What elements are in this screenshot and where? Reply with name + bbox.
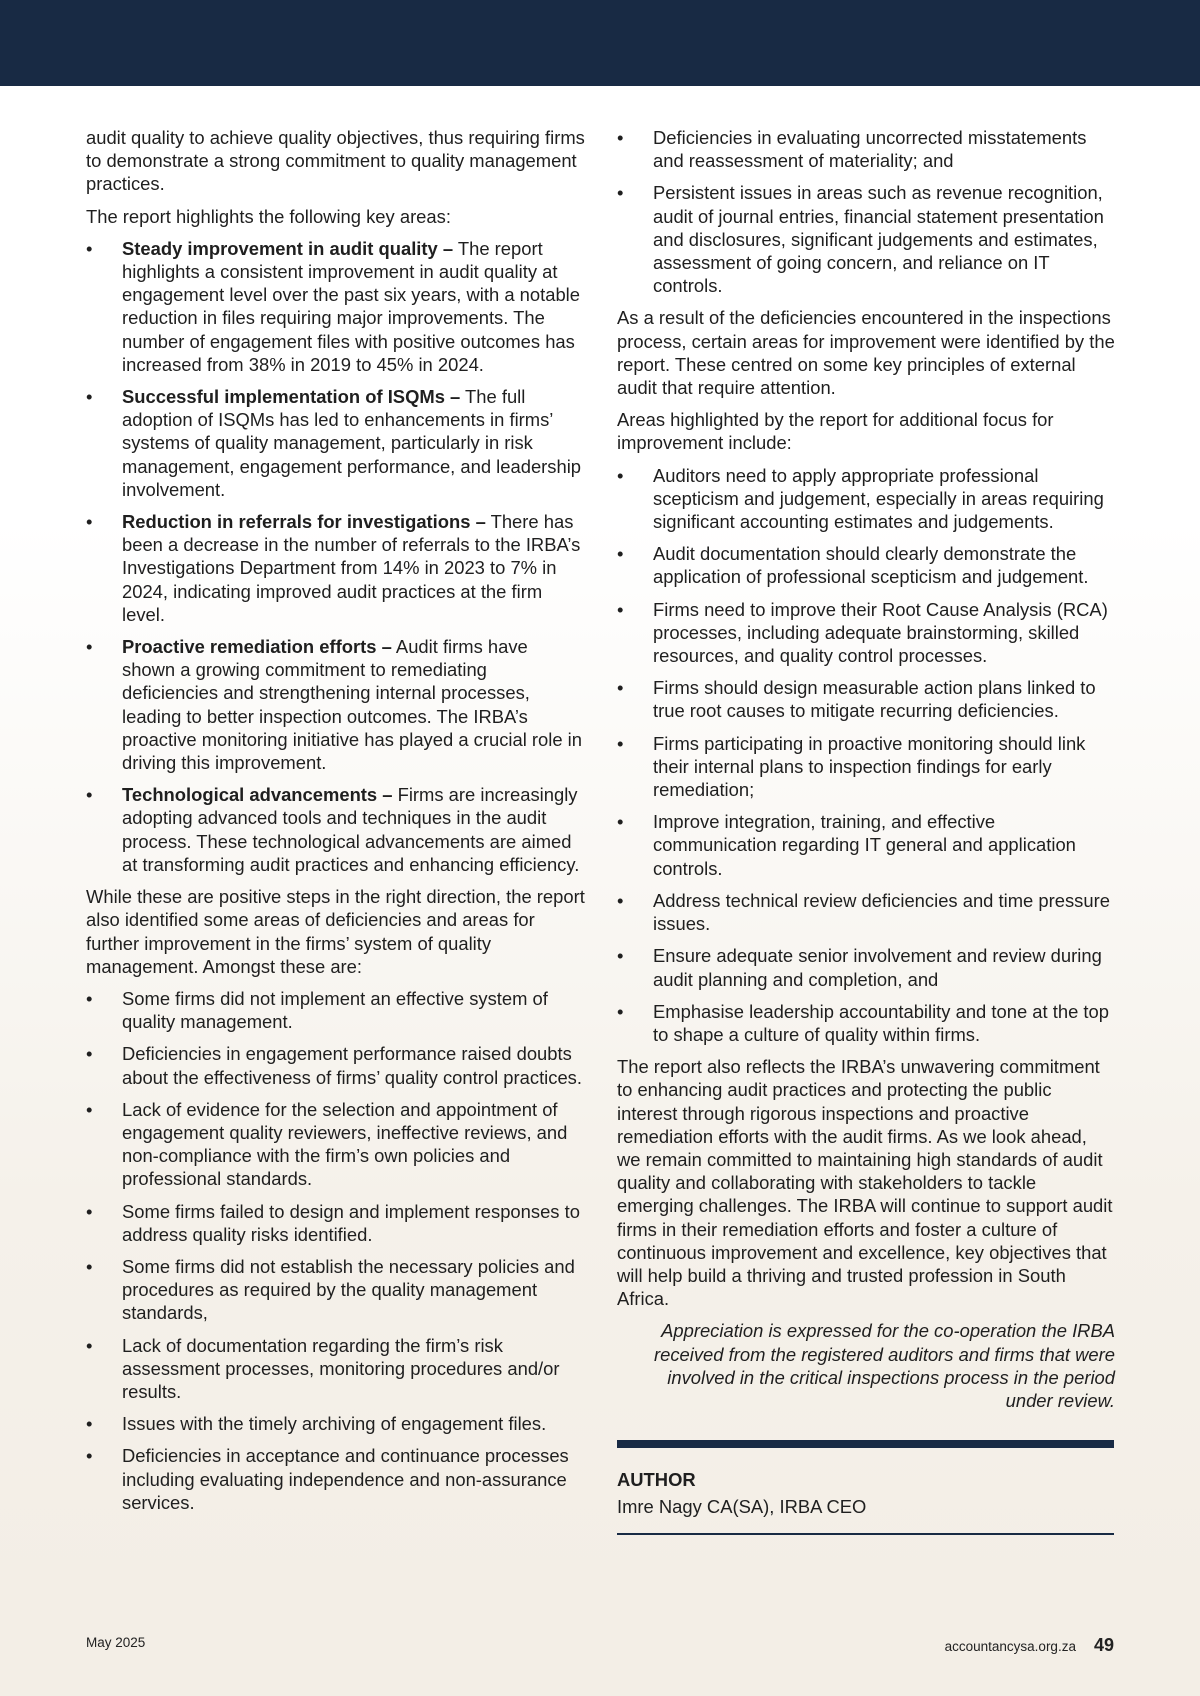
header-band (0, 0, 1200, 86)
list-item (617, 464, 1115, 534)
key-area-title: Reduction in referrals for investigations – (122, 511, 486, 533)
list-item (617, 944, 1115, 990)
list-item (86, 635, 586, 774)
footer-date: May 2025 (86, 1635, 146, 1650)
list-item (86, 987, 586, 1033)
deficiency-text: Issues with the timely archiving of engagement files. (122, 1413, 547, 1435)
key-area-title: Successful implementation of ISQMs – (122, 386, 461, 408)
list-item (86, 385, 586, 501)
focus-area-text: Firms need to improve their Root Cause Analysis (RCA) processes, including adequate brainstorming, skilled resources, and quality control processes. (653, 598, 1108, 667)
highlights-lead: The report highlights the following key areas: (86, 205, 451, 227)
deficiency-text: Deficiencies in engagement performance raised doubts about the effectiveness of firms’ quality control practices. (122, 1043, 582, 1088)
key-area-title: Technological advancements – (122, 784, 393, 806)
bullet: • (86, 1200, 93, 1222)
focus-area-text: Auditors need to apply appropriate professional scepticism and judgement, especially in areas requiring significant accounting estimates and judgements. (653, 464, 1104, 533)
list-item (86, 1042, 586, 1088)
deficiency-text: Some firms failed to design and implement responses to address quality risks identified. (122, 1200, 580, 1245)
list-item (86, 510, 586, 626)
focus-area-text: Audit documentation should clearly demonstrate the application of professional scepticism and judgement. (653, 543, 1089, 588)
list-item (617, 1000, 1115, 1046)
list-item (86, 1098, 586, 1191)
deficiency-text: Some firms did not establish the necessary policies and procedures as required by the quality management standards, (122, 1255, 575, 1324)
bullet: • (617, 127, 624, 148)
key-area-text: The report highlights a consistent improvement in audit quality at engagement level over the past six years, with a notable reduction in files requiring major improvements. The number of engagement files with positive outcomes has increased from 38% in 2019 to 45% in 2024. (122, 237, 580, 375)
deficiencies-list (86, 987, 586, 1514)
deficiency-text: Deficiencies in evaluating uncorrected misstatements and reassessment of materiality; and (653, 127, 1087, 172)
bullet: • (86, 1043, 93, 1065)
key-area-text: Firms are increasingly adopting advanced tools and techniques in the audit process. These technological advancements are aimed at transforming audit practices and enhancing efficiency. (122, 784, 580, 875)
result-paragraph: As a result of the deficiencies encountered in the inspections process, certain areas for improvement were identified by the report. These centred on some key principles of external audit that require attention. (617, 307, 1115, 399)
bullet: • (86, 1255, 93, 1277)
list-item (86, 1334, 586, 1404)
author-label: AUTHOR (617, 1469, 696, 1491)
bullet: • (617, 182, 624, 204)
bullet: • (617, 811, 624, 833)
focus-area-text: Ensure adequate senior involvement and review during audit planning and completion, and (653, 945, 1102, 990)
list-item (86, 1412, 586, 1435)
author-name: Imre Nagy CA(SA), IRBA CEO (617, 1496, 867, 1518)
key-areas-list (86, 237, 586, 876)
deficiency-text: Persistent issues in areas such as revenue recognition, audit of journal entries, financial statement presentation and disclosures, significant judgements and estimates, assessment of going concern, and reliance on IT controls. (653, 182, 1104, 297)
bullet: • (617, 1000, 624, 1022)
bullet: • (86, 1445, 93, 1467)
list-item (86, 783, 586, 876)
bullet: • (86, 1413, 93, 1435)
deficiency-text: Some firms did not implement an effective system of quality management. (122, 987, 548, 1033)
appreciation-note: Appreciation is expressed for the co-operation the IRBA received from the registered auditors and firms that were involved in the critical inspections process in the period under review. (654, 1320, 1115, 1411)
left-column (86, 126, 586, 1523)
list-item (86, 237, 586, 376)
deficiency-text: Deficiencies in acceptance and continuance processes including evaluating independence and non-assurance services. (122, 1445, 569, 1513)
bullet: • (617, 889, 624, 911)
list-item (617, 676, 1115, 722)
deficiency-text: Lack of evidence for the selection and appointment of engagement quality reviewers, ineffective reviews, and non-compliance with the firm’s own policies and professional standards. (122, 1098, 568, 1190)
focus-area-text: Address technical review deficiencies and time pressure issues. (653, 889, 1110, 935)
key-area-text: The full adoption of ISQMs has led to enhancements in firms’ systems of quality management, particularly in risk management, engagement performance, and leadership involvement. (122, 386, 582, 500)
bullet: • (86, 1334, 93, 1356)
list-item (617, 810, 1115, 880)
footer-site-link[interactable]: accountancysa.org.za (944, 1639, 1076, 1654)
right-column (617, 126, 1115, 1535)
bullet: • (86, 386, 93, 408)
intro-paragraph: audit quality to achieve quality objectives, thus requiring firms to demonstrate a strong commitment to quality management practices. (86, 127, 585, 195)
bullet: • (617, 598, 624, 620)
focus-area-text: Emphasise leadership accountability and tone at the top to shape a culture of quality within firms. (653, 1000, 1109, 1045)
bullet: • (86, 237, 93, 259)
bullet: • (86, 784, 93, 806)
key-area-text: Audit firms have shown a growing commitment to remediating deficiencies and strengthening internal processes, leading to better inspection outcomes. The IRBA’s proactive monitoring initiative has played a crucial role in driving this improvement. (122, 636, 582, 774)
key-area-title: Steady improvement in audit quality – (122, 237, 454, 259)
list-item (617, 732, 1115, 802)
deficiencies-list-continued (617, 126, 1115, 297)
author-divider-top (617, 1440, 1114, 1448)
list-item (617, 542, 1115, 588)
page-number: 49 (1093, 1635, 1114, 1655)
bullet: • (86, 511, 93, 533)
key-area-title: Proactive remediation efforts – (122, 636, 392, 658)
bullet: • (86, 636, 93, 658)
bullet: • (86, 1098, 93, 1120)
bullet: • (617, 464, 624, 486)
list-item (617, 889, 1115, 935)
list-item (86, 1255, 586, 1325)
deficiencies-lead: While these are positive steps in the right direction, the report also identified some areas of deficiencies and areas for further improvement in the firms’ system of quality management. Amongst these are: (86, 886, 585, 977)
key-area-text: There has been a decrease in the number of referrals to the IRBA’s Investigations Department from 14% in 2023 to 7% in 2024, indicating improved audit practices at the firm level. (122, 511, 581, 625)
author-divider-bottom (617, 1533, 1114, 1535)
deficiency-text: Lack of documentation regarding the firm’s risk assessment processes, monitoring procedures and/or results. (122, 1334, 560, 1402)
list-item (617, 598, 1115, 668)
bullet: • (617, 543, 624, 565)
list-item (86, 1200, 586, 1246)
focus-area-text: Improve integration, training, and effective communication regarding IT general and application controls. (653, 811, 1076, 879)
list-item (617, 181, 1115, 297)
focus-area-text: Firms should design measurable action plans linked to true root causes to mitigate recurring deficiencies. (653, 677, 1096, 722)
list-item (617, 126, 1115, 172)
focus-lead: Areas highlighted by the report for additional focus for improvement include: (617, 409, 1054, 454)
list-item (86, 1444, 586, 1514)
focus-areas-list (617, 464, 1115, 1046)
focus-area-text: Firms participating in proactive monitoring should link their internal plans to inspection findings for early remediation; (653, 732, 1086, 801)
bullet: • (617, 677, 624, 699)
closing-paragraph: The report also reflects the IRBA’s unwavering commitment to enhancing audit practices and protecting the public interest through rigorous inspections and proactive remediation efforts with the audit firms. As we look ahead, we remain committed to maintaining high standards of audit quality and collaborating with stakeholders to tackle emerging challenges. The IRBA will continue to support audit firms in their remediation efforts and foster a culture of continuous improvement and excellence, key objectives that will help build a thriving and trusted profession in South Africa. (617, 1056, 1113, 1310)
footer-right (945, 1635, 1114, 1656)
bullet: • (617, 732, 624, 754)
bullet: • (617, 945, 624, 967)
bullet: • (86, 987, 93, 1009)
